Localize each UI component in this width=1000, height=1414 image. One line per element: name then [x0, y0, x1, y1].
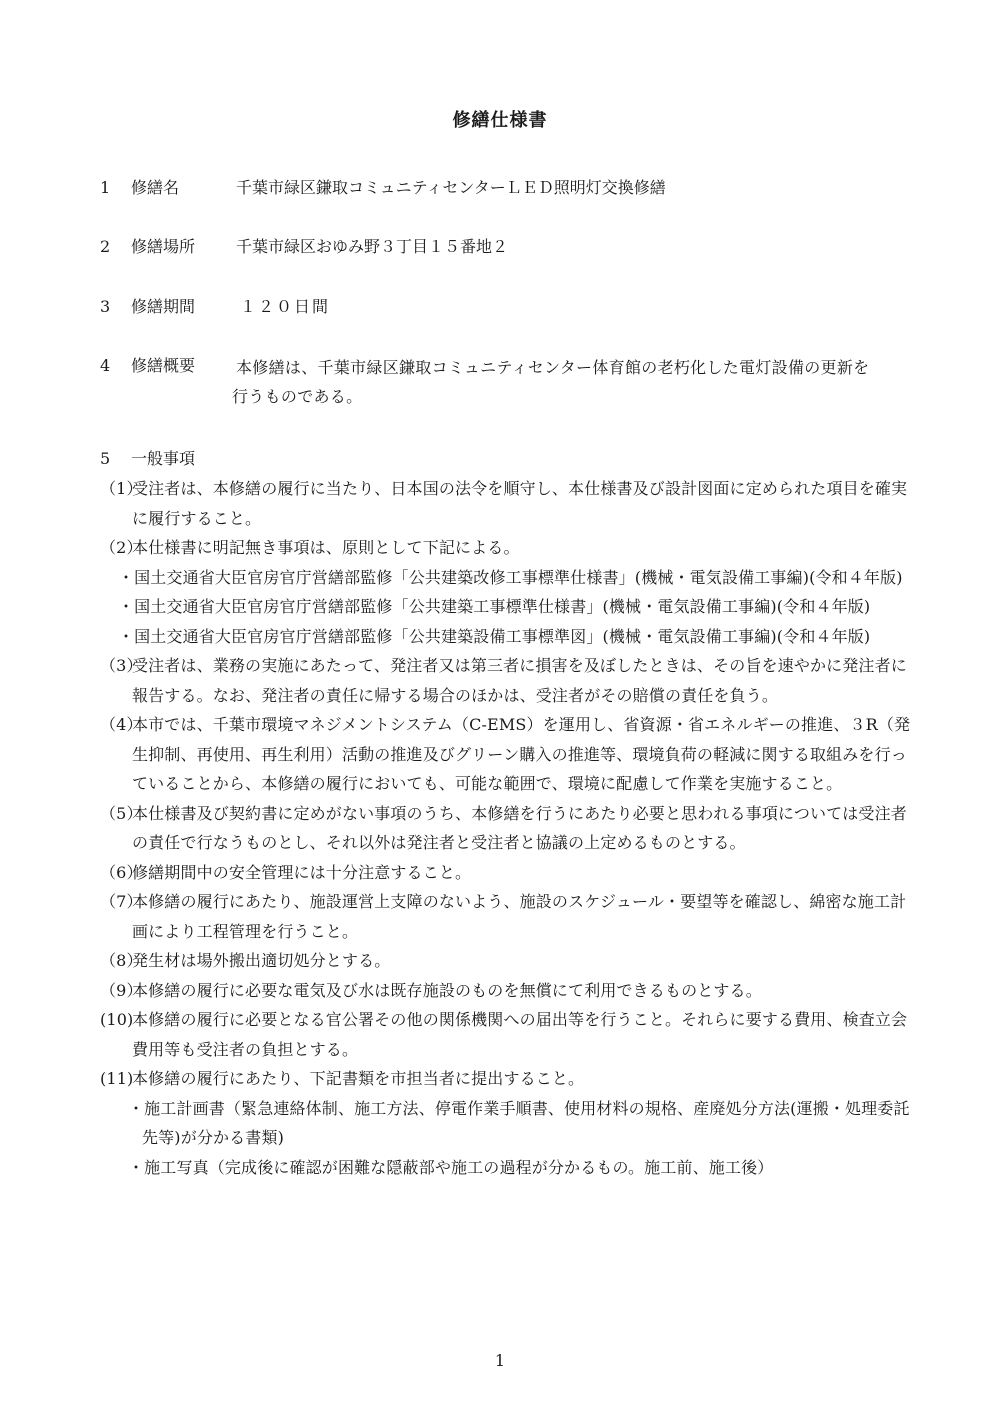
item-text: 受注者は、業務の実施にあたって、発注者又は第三者に損害を及ぼしたときは、その旨を速やかに発注者に報告する。なお、発注者の責任に帰する場合のほかは、受注者がその賠償の責任を負う。 — [132, 656, 907, 705]
subitem-text: 国土交通省大臣官房官庁営繕部監修「公共建築設備工事標準図」(機械・電気設備工事編)(令和４年版) — [134, 626, 871, 646]
item-number: (11) — [100, 1069, 134, 1088]
section-number: 1 — [100, 178, 111, 197]
overview-line-2: 行うものである。 — [232, 387, 363, 406]
list-subitem — [108, 592, 912, 622]
item-text: 本修繕の履行に必要な電気及び水は既存施設のものを無償にて利用できるものとする。 — [132, 980, 762, 1000]
list-item — [100, 946, 912, 976]
section-value: 千葉市緑区鎌取コミュニティセンターＬＥＤ照明灯交換修繕 — [236, 178, 666, 197]
item-number: （3） — [100, 656, 143, 675]
list-item — [100, 710, 912, 799]
subitem-text: 施工計画書（緊急連絡体制、施工方法、停電作業手順書、使用材料の規格、産廃処分方法(運搬・処理委託先等)が分かる書類) — [142, 1098, 910, 1147]
section-label: 修繕期間 — [131, 297, 196, 316]
list-item — [100, 651, 912, 710]
item-text: 本修繕の履行にあたり、施設運営上支障のないよう、施設のスケジュール・要望等を確認し、綿密な施工計画により工程管理を行うこと。 — [132, 892, 907, 941]
item-text: 本仕様書及び契約書に定めがない事項のうち、本修繕を行うにあたり必要と思われる事項については受注者の責任で行なうものとし、それ以外は発注者と受注者と協議の上定めるものとする。 — [132, 803, 907, 852]
list-item — [100, 1064, 912, 1094]
section-label: 修繕場所 — [131, 237, 196, 256]
overview-line-1: 本修繕は、千葉市緑区鎌取コミュニティセンター体育館の老朽化した電灯設備の更新を — [236, 358, 870, 377]
list-subitem — [108, 1094, 912, 1153]
bullet-mark: ・ — [118, 597, 135, 616]
document-title: 修繕仕様書 — [452, 110, 548, 131]
list-item — [100, 976, 912, 1006]
list-item — [100, 533, 912, 563]
page-number: 1 — [494, 1351, 506, 1370]
item-number: （6） — [100, 862, 143, 882]
list-subitem — [108, 563, 912, 593]
item-text: 本市では、千葉市環境マネジメントシステム（C-EMS）を運用し、省資源・省エネルギーの推進、３R（発生抑制、再使用、再生利用）活動の推進及びグリーン購入の推進等、環境負荷の軽減に関する取組みを行っていることから、本修繕の履行においても、可能な範囲で、環境に配慮して作業を実施すること。 — [132, 715, 911, 793]
item-text: 本仕様書に明記無き事項は、原則として下記による。 — [132, 538, 520, 557]
item-number: （2） — [100, 538, 143, 557]
section-number: 3 — [100, 297, 111, 316]
item-number: (10) — [100, 1010, 134, 1029]
item-number: （1） — [100, 479, 143, 498]
list-item — [100, 799, 912, 858]
bullet-mark: ・ — [128, 1098, 145, 1118]
list-item — [100, 858, 912, 888]
bullet-mark: ・ — [118, 626, 135, 646]
section-label: 修繕概要 — [131, 356, 196, 375]
list-subitem — [108, 622, 912, 652]
item-text: 本修繕の履行にあたり、下記書類を市担当者に提出すること。 — [132, 1069, 585, 1088]
bullet-mark: ・ — [118, 567, 135, 587]
general-matters-list — [100, 474, 912, 1182]
section-number: 5 — [100, 449, 111, 468]
list-item — [100, 887, 912, 946]
item-text: 修繕期間中の安全管理には十分注意すること。 — [132, 862, 472, 882]
item-text: 本修繕の履行に必要となる官公署その他の関係機関への届出等を行うこと。それらに要する費用、検査立会費用等も受注者の負担とする。 — [132, 1010, 908, 1059]
item-text: 発生材は場外搬出適切処分とする。 — [132, 951, 391, 970]
section-label: 一般事項 — [131, 449, 196, 468]
item-number: （4） — [100, 715, 143, 734]
section-value — [232, 353, 906, 411]
item-number: （7） — [100, 892, 143, 911]
item-number: （8） — [100, 951, 143, 970]
subitem-text: 国土交通省大臣官房官庁営繕部監修「公共建築工事標準仕様書」(機械・電気設備工事編)(令和４年版) — [134, 597, 871, 616]
list-item — [100, 474, 912, 533]
section-number: 2 — [100, 237, 111, 256]
section-value: 千葉市緑区おゆみ野３丁目１５番地２ — [236, 237, 509, 256]
section-value: １２０日間 — [240, 297, 331, 316]
bullet-mark: ・ — [128, 1157, 145, 1177]
item-number: （9） — [100, 980, 143, 1000]
subitem-text: 国土交通省大臣官房官庁営繕部監修「公共建築改修工事標準仕様書」(機械・電気設備工事編)(令和４年版) — [134, 567, 903, 587]
item-text: 受注者は、本修繕の履行に当たり、日本国の法令を順守し、本仕様書及び設計図面に定められた項目を確実に履行すること。 — [132, 479, 908, 528]
list-item — [100, 1005, 912, 1064]
item-number: （5） — [100, 803, 143, 823]
section-label: 修繕名 — [131, 178, 180, 197]
subitem-text: 施工写真（完成後に確認が困難な隠蔽部や施工の過程が分かるもの。施工前、施工後） — [144, 1157, 774, 1177]
section-number: 4 — [100, 356, 111, 375]
list-subitem — [108, 1153, 912, 1183]
